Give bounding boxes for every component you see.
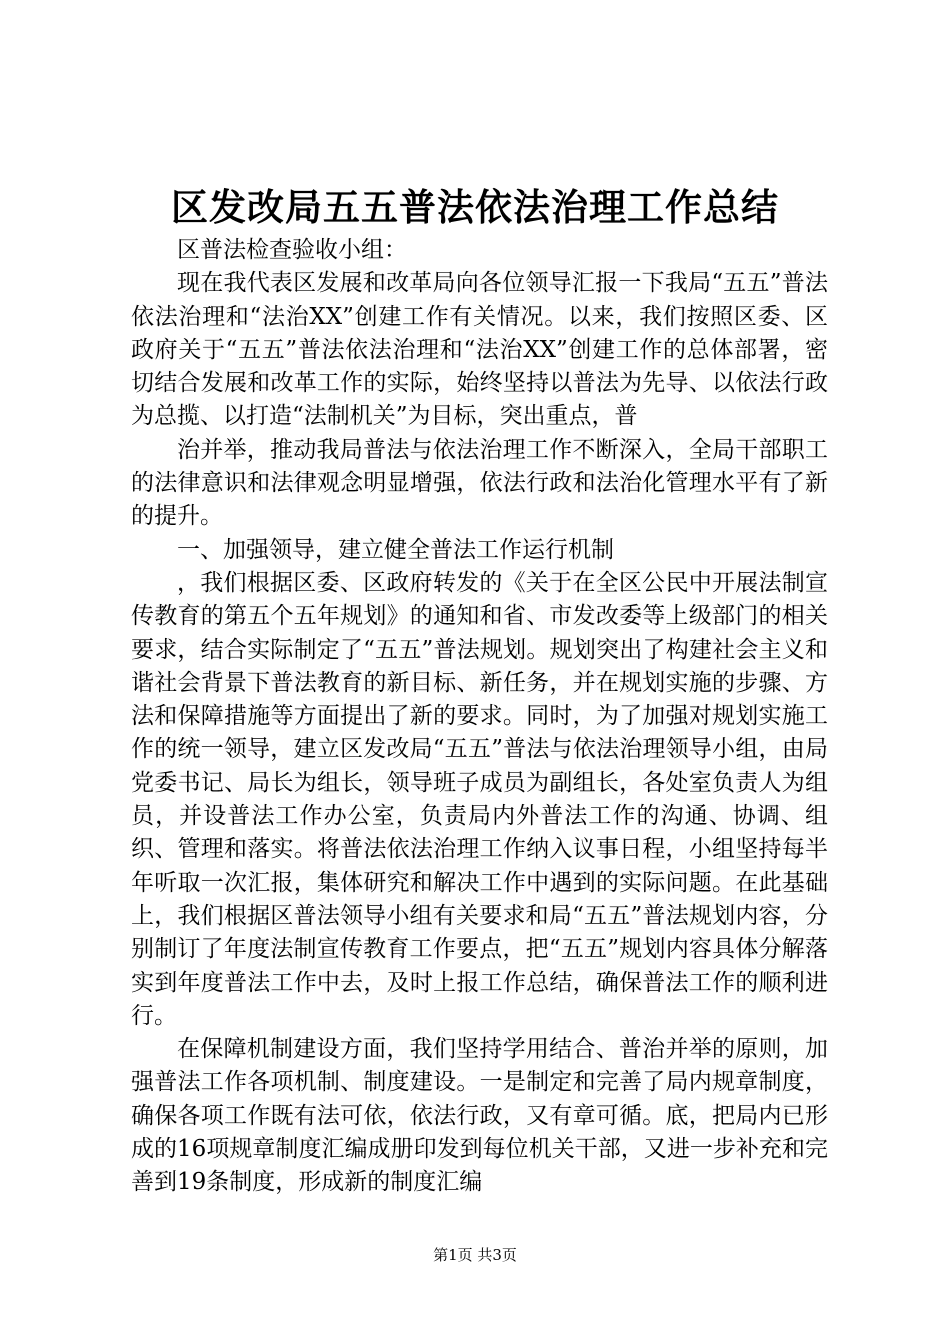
- body-paragraph: 在保障机制建设方面，我们坚持学用结合、普治并举的原则，加强普法工作各项机制、制度建设。一是制定和完善了局内规章制度，确保各项工作既有法可依，依法行政，又有章可循。底，把局内已形成的16项规章制度汇编成册印发到每位机关干部，又进一步补充和完善到19条制度，形成新的制度汇编: [131, 1036, 828, 1196]
- body-paragraph: 现在我代表区发展和改革局向各位领导汇报一下我局“五五”普法依法治理和“法治XX”创建工作有关情况。以来，我们按照区委、区政府关于“五五”普法依法治理和“法治XX”创建工作的总体部署，密切结合发展和改革工作的实际，始终坚持以普法为先导、以依法行政为总揽、以打造“法制机关”为目标，突出重点，普: [131, 270, 828, 430]
- page-footer: 第1页 共3页: [433, 1246, 517, 1264]
- body-paragraph: 治并举，推动我局普法与依法治理工作不断深入，全局干部职工的法律意识和法律观念明显增强，依法行政和法治化管理水平有了新的提升。: [131, 436, 828, 530]
- section-heading: 一、加强领导，建立健全普法工作运行机制: [177, 536, 614, 563]
- document-body: [131, 234, 828, 1200]
- salutation-paragraph: 区普法检查验收小组：: [177, 237, 407, 263]
- body-paragraph: ，我们根据区委、区政府转发的《关于在全区公民中开展法制宣传教育的第五个五年规划》的通知和省、市发改委等上级部门的相关要求，结合实际制定了“五五”普法规划。规划突出了构建社会主义和谐社会背景下普法教育的新目标、新任务，并在规划实施的步骤、方法和保障措施等方面提出了新的要求。同时，为了加强对规划实施工作的统一领导，建立区发改局“五五”普法与依法治理领导小组，由局党委书记、局长为组长，领导班子成员为副组长，各处室负责人为组员，并设普法工作办公室，负责局内外普法工作的沟通、协调、组织、管理和落实。将普法依法治理工作纳入议事日程，小组坚持每半年听取一次汇报，集体研究和解决工作中遇到的实际问题。在此基础上，我们根据区普法领导小组有关要求和局“五五”普法规划内容，分别制订了年度法制宣传教育工作要点，把“五五”规划内容具体分解落实到年度普法工作中去，及时上报工作总结，确保普法工作的顺利进行。: [131, 569, 828, 1029]
- document-title: 区发改局五五普法依法治理工作总结: [171, 185, 779, 229]
